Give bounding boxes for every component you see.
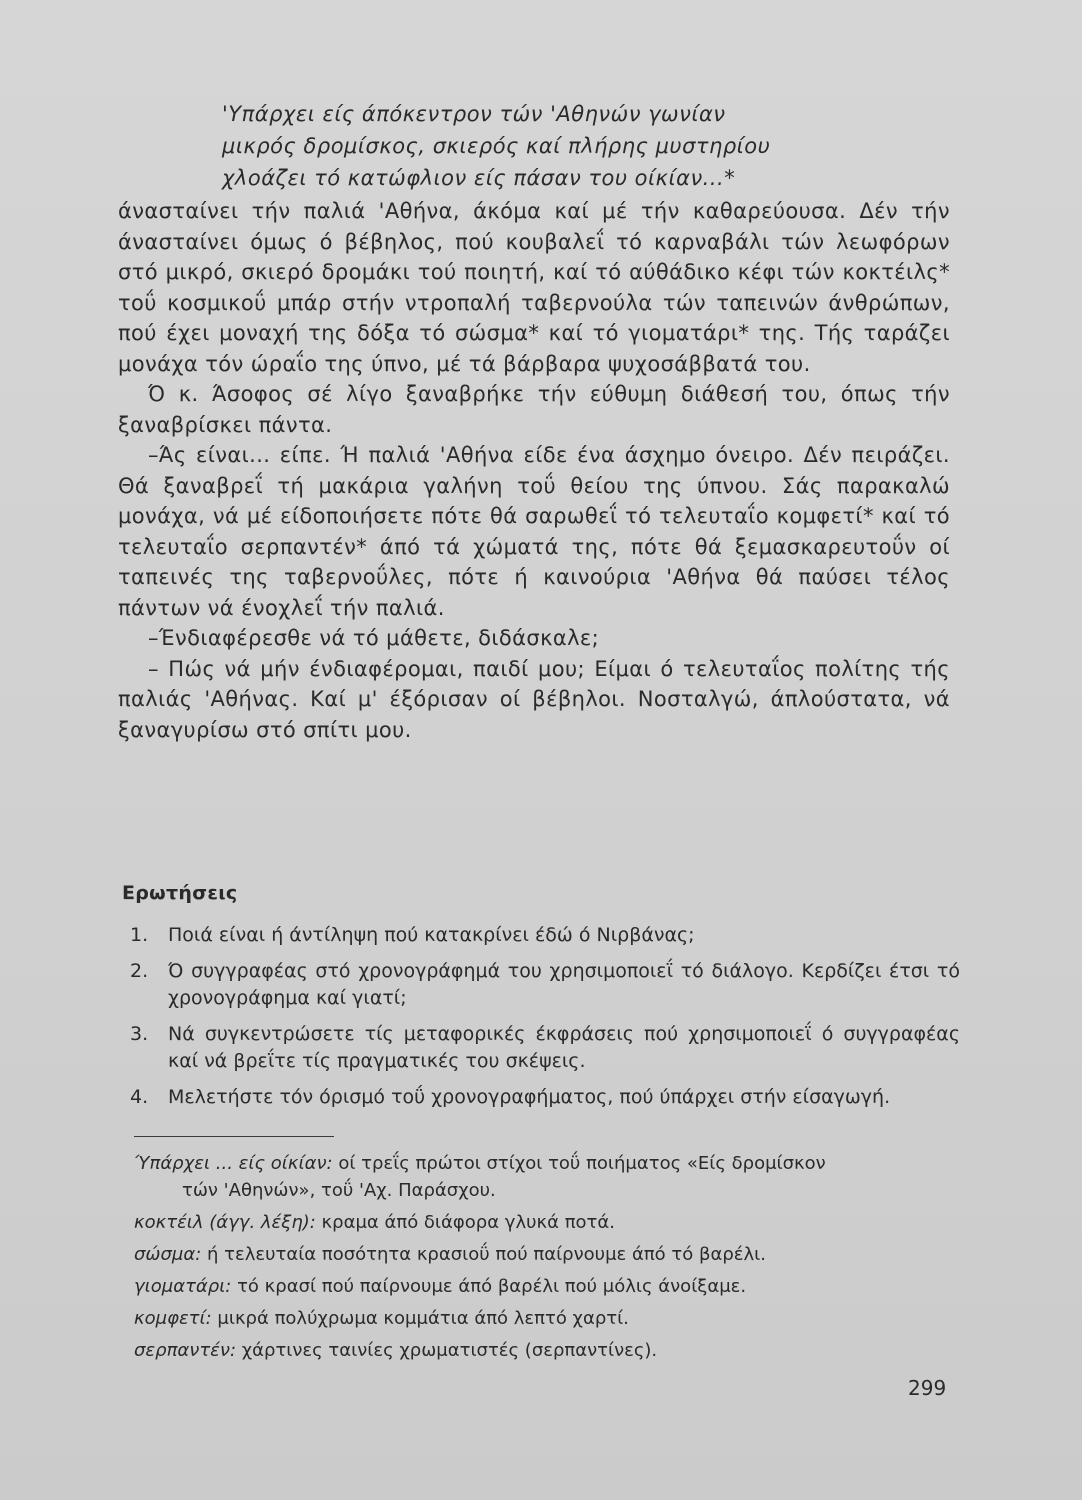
- footnote: [134, 1273, 964, 1300]
- paragraph: άνασταίνει τήν παλιά 'Αθήνα, άκόμα καί μέ τήν καθαρεύουσα. Δέν τήν άνασταίνει όμως ό βέβηλος, πού κουβαλεΐ τό καρναβάλι τών λεωφόρων στό μικρό, σκιερό δρομάκι τού ποιητή, καί τό αύθάδικο κέφι τών κοκτέιλς* τοΰ κοσμικοΰ μπάρ στήν ντροπαλή ταβερνούλα τών ταπεινών άνθρώπων, πού έχει μοναχή της δόξα τό σώσμα* καί τό γιοματάρι* της. Τής ταράζει μονάχα τόν ώραΐο της ύπνο, μέ τά βάρβαρα ψυχοσάββατά του.: [118, 199, 950, 376]
- footnote-term: γιοματάρι:: [134, 1276, 232, 1297]
- paragraph: Ό κ. Άσοφος σέ λίγο ξαναβρήκε τήν εύθυμη διάθεσή του, όπως τήν ξαναβρίσκει πάντα.: [118, 382, 950, 437]
- footnote: [134, 1241, 964, 1268]
- footnote-term: σερπαντέν:: [134, 1340, 237, 1361]
- footnote-term: Ύπάρχει ... είς οίκίαν:: [134, 1153, 333, 1174]
- footnote-term: σώσμα:: [134, 1244, 202, 1265]
- footnote-term: κομφετί:: [134, 1308, 212, 1329]
- body-text: [118, 196, 950, 745]
- footnote: [134, 1337, 964, 1364]
- footnote: [134, 1209, 964, 1236]
- question-number: 1.: [130, 924, 149, 946]
- footnote-continuation: τών 'Αθηνών», τοΰ 'Αχ. Παράσχου.: [182, 1180, 496, 1201]
- question-item: [130, 1021, 960, 1075]
- footnote-text: οί τρεΐς πρώτοι στίχοι τοΰ ποιήματος «Είς δρομίσκον: [338, 1153, 826, 1174]
- paragraph: – Πώς νά μήν ένδιαφέρομαι, παιδί μου; Είμαι ό τελευταΐος πολίτης τής παλιάς 'Αθήνας. Καί μ' έξόρισαν οί βέβηλοι. Νοσταλγώ, άπλούστατα, νά ξαναγυρίσω στό σπίτι μου.: [118, 656, 950, 742]
- footnote: [134, 1150, 964, 1204]
- question-number: 3.: [130, 1023, 149, 1045]
- poem-line: μικρός δρομίσκος, σκιερός καί πλήρης μυστηρίου: [222, 134, 771, 158]
- footnotes: [134, 1150, 964, 1369]
- footnote-text: κραμα άπό διάφορα γλυκά ποτά.: [321, 1212, 615, 1233]
- question-item: [130, 922, 960, 949]
- footnote-text: ή τελευταία ποσότητα κρασιοΰ πού παίρνουμε άπό τό βαρέλι.: [207, 1244, 766, 1265]
- poem-line: 'Υπάρχει είς άπόκεντρον τών 'Αθηνών γωνίαν: [222, 102, 726, 126]
- footnote-term: κοκτέιλ (άγγ. λέξη):: [134, 1212, 316, 1233]
- paragraph: –Άς είναι... είπε. Ή παλιά 'Αθήνα είδε ένα άσχημο όνειρο. Δέν πειράζει. Θά ξαναβρεΐ τή μακάρια γαλήνη τοΰ θείου της ύπνου. Σάς παρακαλώ μονάχα, νά μέ είδοποιήσετε πότε θά σαρωθεΐ τό τελευταΐο κομφετί* καί τό τελευταΐο σερπαντέν* άπό τά χώματά της, πότε θά ξεμασκαρευτοΰν οί ταπεινές της ταβερνοΰλες, πότε ή καινούρια 'Αθήνα θά παύσει τέλος πάντων νά ένοχλεΐ τήν παλιά.: [118, 443, 950, 620]
- question-text: Μελετήστε τόν όρισμό τοΰ χρονογραφήματος, πού ύπάρχει στήν είσαγωγή.: [168, 1086, 891, 1108]
- page-number: 299: [908, 1376, 947, 1400]
- question-number: 4.: [130, 1086, 149, 1108]
- poem-epigraph: [222, 98, 942, 194]
- question-text: Ποιά είναι ή άντίληψη πού κατακρίνει έδώ ό Νιρβάνας;: [168, 924, 695, 946]
- footnote-text: μικρά πολύχρωμα κομμάτια άπό λεπτό χαρτί.: [217, 1308, 629, 1329]
- question-item: [130, 1084, 960, 1111]
- questions-heading: Ερωτήσεις: [122, 882, 238, 904]
- footnote-divider: [134, 1136, 334, 1137]
- question-item: [130, 958, 960, 1012]
- question-text: Ό συγγραφέας στό χρονογράφημά του χρησιμοποιεΐ τό διάλογο. Κερδίζει έτσι τό χρονογράφημα καί γιατί;: [168, 960, 960, 1009]
- questions-list: [130, 922, 960, 1120]
- question-number: 2.: [130, 960, 149, 982]
- footnote-text: χάρτινες ταινίες χρωματιστές (σερπαντίνες).: [241, 1340, 658, 1361]
- question-text: Νά συγκεντρώσετε τίς μεταφορικές έκφράσεις πού χρησιμοποιεΐ ό συγγραφέας καί νά βρεΐτε τίς πραγματικές του σκέψεις.: [168, 1023, 960, 1072]
- footnote: [134, 1305, 964, 1332]
- footnote-text: τό κρασί πού παίρνουμε άπό βαρέλι πού μόλις άνοίξαμε.: [237, 1276, 747, 1297]
- paragraph: –Ένδιαφέρεσθε νά τό μάθετε, διδάσκαλε;: [148, 626, 600, 650]
- poem-line: χλοάζει τό κατώφλιον είς πάσαν του οίκίαν...*: [222, 166, 736, 190]
